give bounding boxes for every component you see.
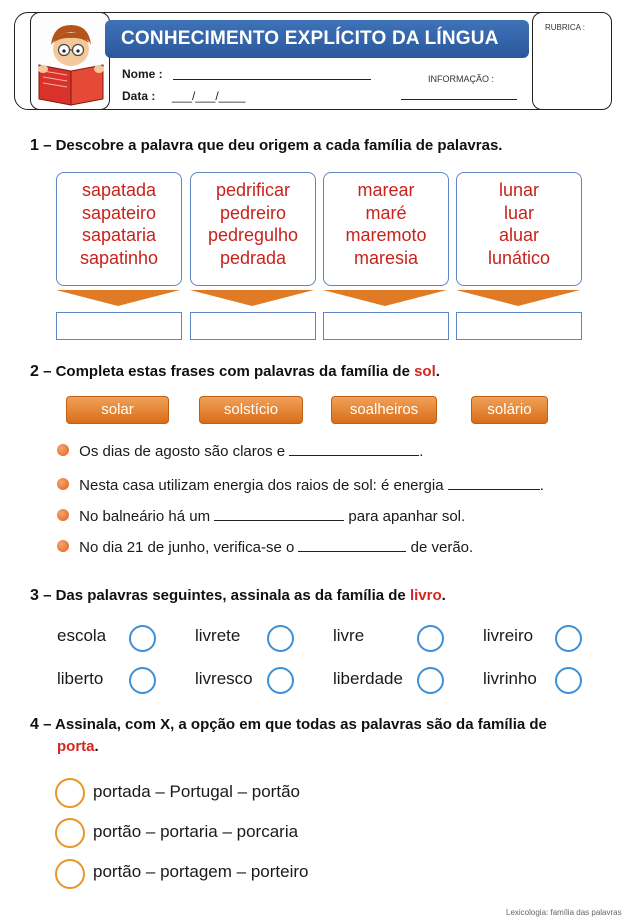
bullet-icon bbox=[57, 444, 69, 456]
family-word: sapateiro bbox=[81, 202, 157, 223]
question-text: – Assinala, com X, a opção em que todas as palavras são da família de bbox=[38, 716, 547, 733]
sentence-text: de verão. bbox=[406, 539, 474, 556]
down-arrow-icon bbox=[56, 290, 180, 306]
name-field[interactable] bbox=[173, 79, 371, 80]
word-option: escola bbox=[57, 626, 107, 645]
question-2 bbox=[30, 363, 440, 381]
family-box bbox=[323, 172, 449, 286]
question-end: . bbox=[94, 738, 99, 755]
family-word: marear bbox=[357, 180, 415, 200]
word-option: livrete bbox=[195, 626, 241, 645]
question-1 bbox=[30, 137, 502, 155]
option-radio[interactable] bbox=[55, 818, 85, 848]
family-word: pedregulho bbox=[207, 225, 299, 245]
keyword: porta bbox=[57, 738, 95, 755]
family-box bbox=[190, 172, 316, 286]
word-option: livresco bbox=[195, 669, 253, 688]
question-number: 2 bbox=[30, 363, 39, 380]
family-word: sapatinho bbox=[79, 247, 159, 268]
answer-box[interactable] bbox=[323, 312, 449, 340]
word-option-pill[interactable]: solstício bbox=[199, 396, 303, 424]
family-word: maremoto bbox=[345, 225, 427, 245]
reading-child-icon bbox=[31, 13, 109, 109]
word-option-pill[interactable]: soalheiros bbox=[331, 396, 437, 424]
question-3 bbox=[30, 587, 446, 605]
option-text: portão – portaria – porcaria bbox=[93, 822, 299, 841]
question-4 bbox=[30, 716, 547, 734]
rubrica-box[interactable] bbox=[532, 12, 612, 110]
answer-box[interactable] bbox=[456, 312, 582, 340]
info-label: INFORMAÇÃO : bbox=[428, 74, 495, 84]
sentence-text: Nesta casa utilizam energia dos raios de sol: é energia bbox=[79, 477, 448, 494]
down-arrow-icon bbox=[323, 290, 447, 306]
check-circle[interactable] bbox=[267, 667, 294, 694]
check-circle[interactable] bbox=[267, 625, 294, 652]
option-radio[interactable] bbox=[55, 859, 85, 889]
question-end: . bbox=[435, 363, 440, 380]
keyword: sol bbox=[414, 363, 436, 380]
footer-note: Lexicologia: família das palavras bbox=[506, 908, 622, 917]
sentence-text: Os dias de agosto são claros e bbox=[79, 443, 290, 460]
family-word: sapatada bbox=[81, 180, 157, 200]
check-circle[interactable] bbox=[129, 625, 156, 652]
word-option: livre bbox=[333, 626, 365, 645]
bullet-icon bbox=[57, 478, 69, 490]
info-field[interactable] bbox=[401, 99, 517, 100]
page-title-text: CONHECIMENTO EXPLÍCITO DA LÍNGUA bbox=[121, 28, 499, 49]
answer-box[interactable] bbox=[190, 312, 316, 340]
family-word: aluar bbox=[498, 225, 540, 245]
question-text: – Completa estas frases com palavras da família de bbox=[38, 363, 415, 380]
family-box bbox=[456, 172, 582, 286]
answer-box[interactable] bbox=[56, 312, 182, 340]
fill-blank[interactable] bbox=[298, 550, 406, 552]
family-word: pedrada bbox=[219, 247, 287, 268]
sentence-row bbox=[57, 508, 465, 525]
family-word: luar bbox=[503, 202, 534, 223]
sentence-text: . bbox=[419, 443, 424, 460]
sentence-row bbox=[57, 539, 473, 556]
bullet-icon bbox=[57, 509, 69, 521]
sentence-text: No balneário há um bbox=[79, 508, 215, 525]
sentence-text: . bbox=[539, 477, 544, 494]
family-word: sapataria bbox=[81, 225, 157, 245]
name-label: Nome : bbox=[122, 67, 163, 81]
family-word: lunático bbox=[487, 247, 551, 268]
word-option: livreiro bbox=[483, 626, 534, 645]
word-option-pill[interactable]: solário bbox=[471, 396, 548, 424]
check-circle[interactable] bbox=[555, 667, 582, 694]
question-text: – Das palavras seguintes, assinala as da família de bbox=[38, 587, 410, 604]
check-circle[interactable] bbox=[417, 625, 444, 652]
word-option: liberdade bbox=[333, 669, 403, 688]
date-label: Data : bbox=[122, 89, 156, 103]
word-option-pill[interactable]: solar bbox=[66, 396, 169, 424]
down-arrow-icon bbox=[456, 290, 580, 306]
family-word: lunar bbox=[498, 180, 540, 200]
family-word: maré bbox=[365, 202, 407, 223]
family-word: maresia bbox=[353, 247, 419, 268]
fill-blank[interactable] bbox=[289, 454, 419, 456]
question-text: – Descobre a palavra que deu origem a cada família de palavras. bbox=[38, 137, 503, 154]
sentence-row bbox=[57, 443, 423, 460]
fill-blank[interactable] bbox=[214, 519, 344, 521]
word-option: liberto bbox=[57, 669, 104, 688]
question-number: 1 bbox=[30, 137, 39, 154]
logo bbox=[30, 12, 110, 110]
option-radio[interactable] bbox=[55, 778, 85, 808]
page-title bbox=[105, 20, 529, 58]
question-number: 3 bbox=[30, 587, 39, 604]
check-circle[interactable] bbox=[555, 625, 582, 652]
option-text: portada – Portugal – portão bbox=[93, 782, 300, 801]
question-end: . bbox=[441, 587, 446, 604]
rubrica-label: RUBRICA : bbox=[545, 23, 586, 32]
word-option: livrinho bbox=[483, 669, 537, 688]
check-circle[interactable] bbox=[417, 667, 444, 694]
fill-blank[interactable] bbox=[448, 488, 540, 490]
sentence-text: No dia 21 de junho, verifica-se o bbox=[79, 539, 299, 556]
down-arrow-icon bbox=[190, 290, 314, 306]
question-number: 4 bbox=[30, 716, 39, 733]
bullet-icon bbox=[57, 540, 69, 552]
question-4-line2 bbox=[57, 738, 99, 755]
family-word: pedreiro bbox=[219, 202, 287, 223]
sentence-text: para apanhar sol. bbox=[344, 508, 466, 525]
date-field[interactable]: ___/___/____ bbox=[172, 89, 246, 103]
keyword: livro bbox=[409, 587, 442, 604]
option-text: portão – portagem – porteiro bbox=[93, 862, 309, 881]
family-word: pedrificar bbox=[215, 180, 291, 200]
sentence-row bbox=[57, 477, 544, 494]
family-box bbox=[56, 172, 182, 286]
check-circle[interactable] bbox=[129, 667, 156, 694]
